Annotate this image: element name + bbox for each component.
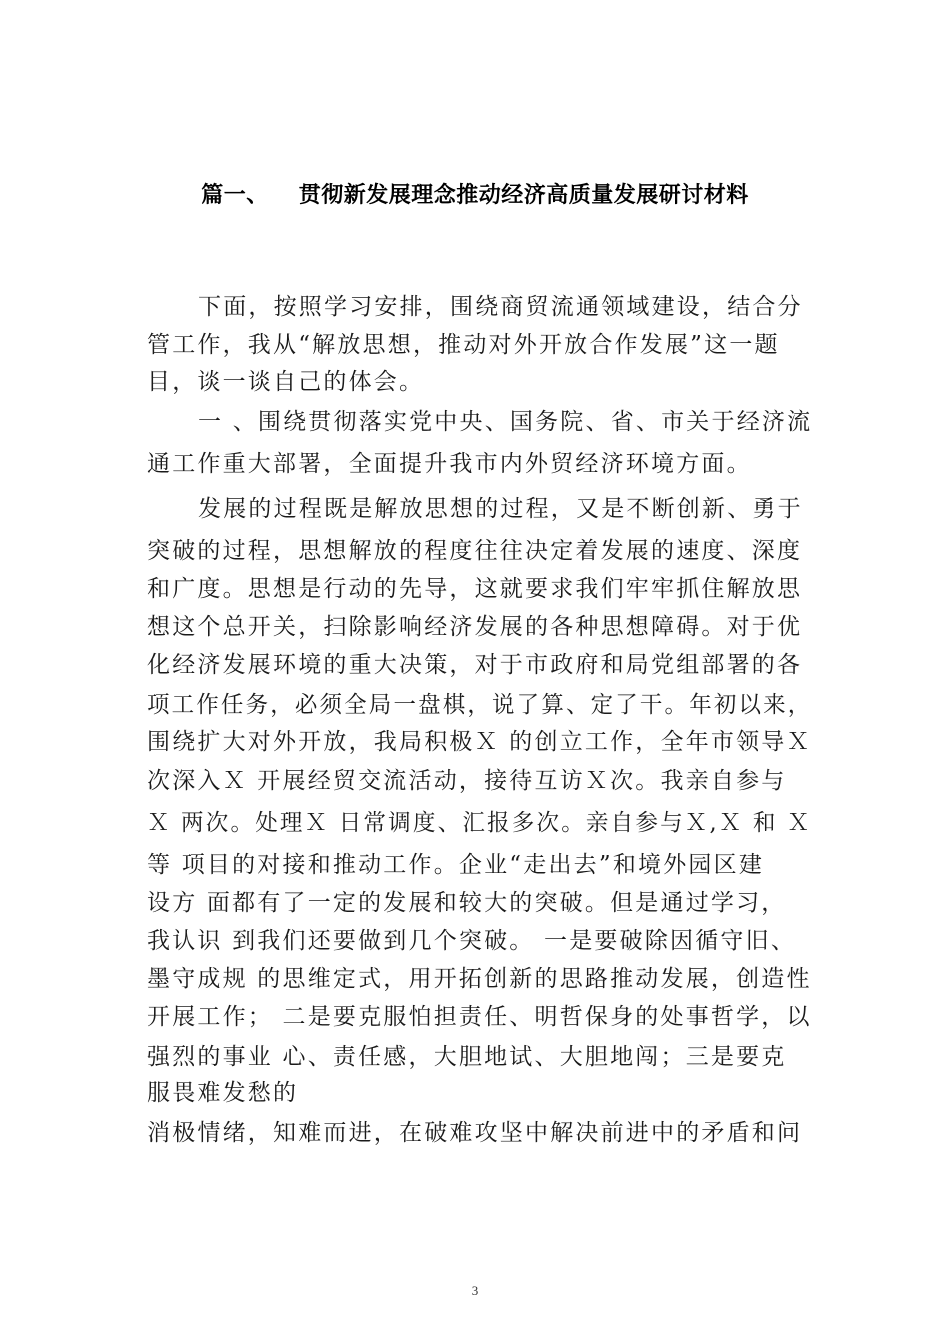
- page-number: 3: [471, 1283, 479, 1298]
- title-text: 贯彻新发展理念推动经济高质量发展研讨材料: [298, 183, 749, 208]
- text-line: 等 项目的对接和推动工作。企业“走出去”和境外园区建: [147, 852, 765, 878]
- text-line: 次深入Ｘ 开展经贸交流活动，接待互访Ｘ次。我亲自参与: [147, 768, 787, 794]
- text-line: 项工作任务，必须全局一盘棋，说了算、定了干。年初以来，: [147, 692, 813, 718]
- text-line: 围绕扩大对外开放，我局积极Ｘ 的创立工作，全年市领导Ｘ: [147, 729, 812, 755]
- text-line: 我认识 到我们还要做到几个突破。 一是要破除因循守旧、: [147, 928, 797, 954]
- title-prefix: 篇一、: [201, 183, 269, 208]
- document-title: [0, 178, 950, 209]
- text-line: Ｘ 两次。处理Ｘ 日常调度、汇报多次。亲自参与Ｘ,Ｘ 和 Ｘ: [147, 810, 812, 836]
- text-line: 一 、围绕贯彻落实党中央、国务院、省、市关于经济流: [198, 409, 813, 435]
- text-line: 想这个总开关，扫除影响经济发展的各种思想障碍。对于优: [147, 614, 803, 640]
- text-line: 设方 面都有了一定的发展和较大的突破。但是通过学习，: [147, 890, 787, 916]
- text-line: 墨守成规 的思维定式，用开拓创新的思路推动发展，创造性: [147, 966, 812, 992]
- text-line: 下面，按照学习安排，围绕商贸流通领域建设，结合分: [198, 294, 803, 320]
- text-line: 强烈的事业 心、责任感，大胆地试、大胆地闯；三是要克: [147, 1044, 787, 1070]
- text-line: 通工作重大部署，全面提升我市内外贸经济环境方面。: [147, 451, 752, 477]
- text-line: 管工作，我从“解放思想，推动对外开放合作发展”这一题: [147, 332, 780, 358]
- text-line: 和广度。思想是行动的先导，这就要求我们牢牢抓住解放思: [147, 576, 803, 602]
- text-line: 突破的过程，思想解放的程度往往决定着发展的速度、深度: [147, 538, 803, 564]
- text-line: 开展工作； 二是要克服怕担责任、明哲保身的处事哲学，以: [147, 1004, 812, 1030]
- text-line: 化经济发展环境的重大决策，对于市政府和局党组部署的各: [147, 652, 803, 678]
- text-line: 服畏难发愁的: [147, 1080, 299, 1106]
- text-line: 目，谈一谈自己的体会。: [147, 369, 425, 395]
- text-line: 消极情绪，知难而进，在破难攻坚中解决前进中的矛盾和问: [147, 1120, 803, 1146]
- text-line: 发展的过程既是解放思想的过程，又是不断创新、勇于: [198, 496, 803, 522]
